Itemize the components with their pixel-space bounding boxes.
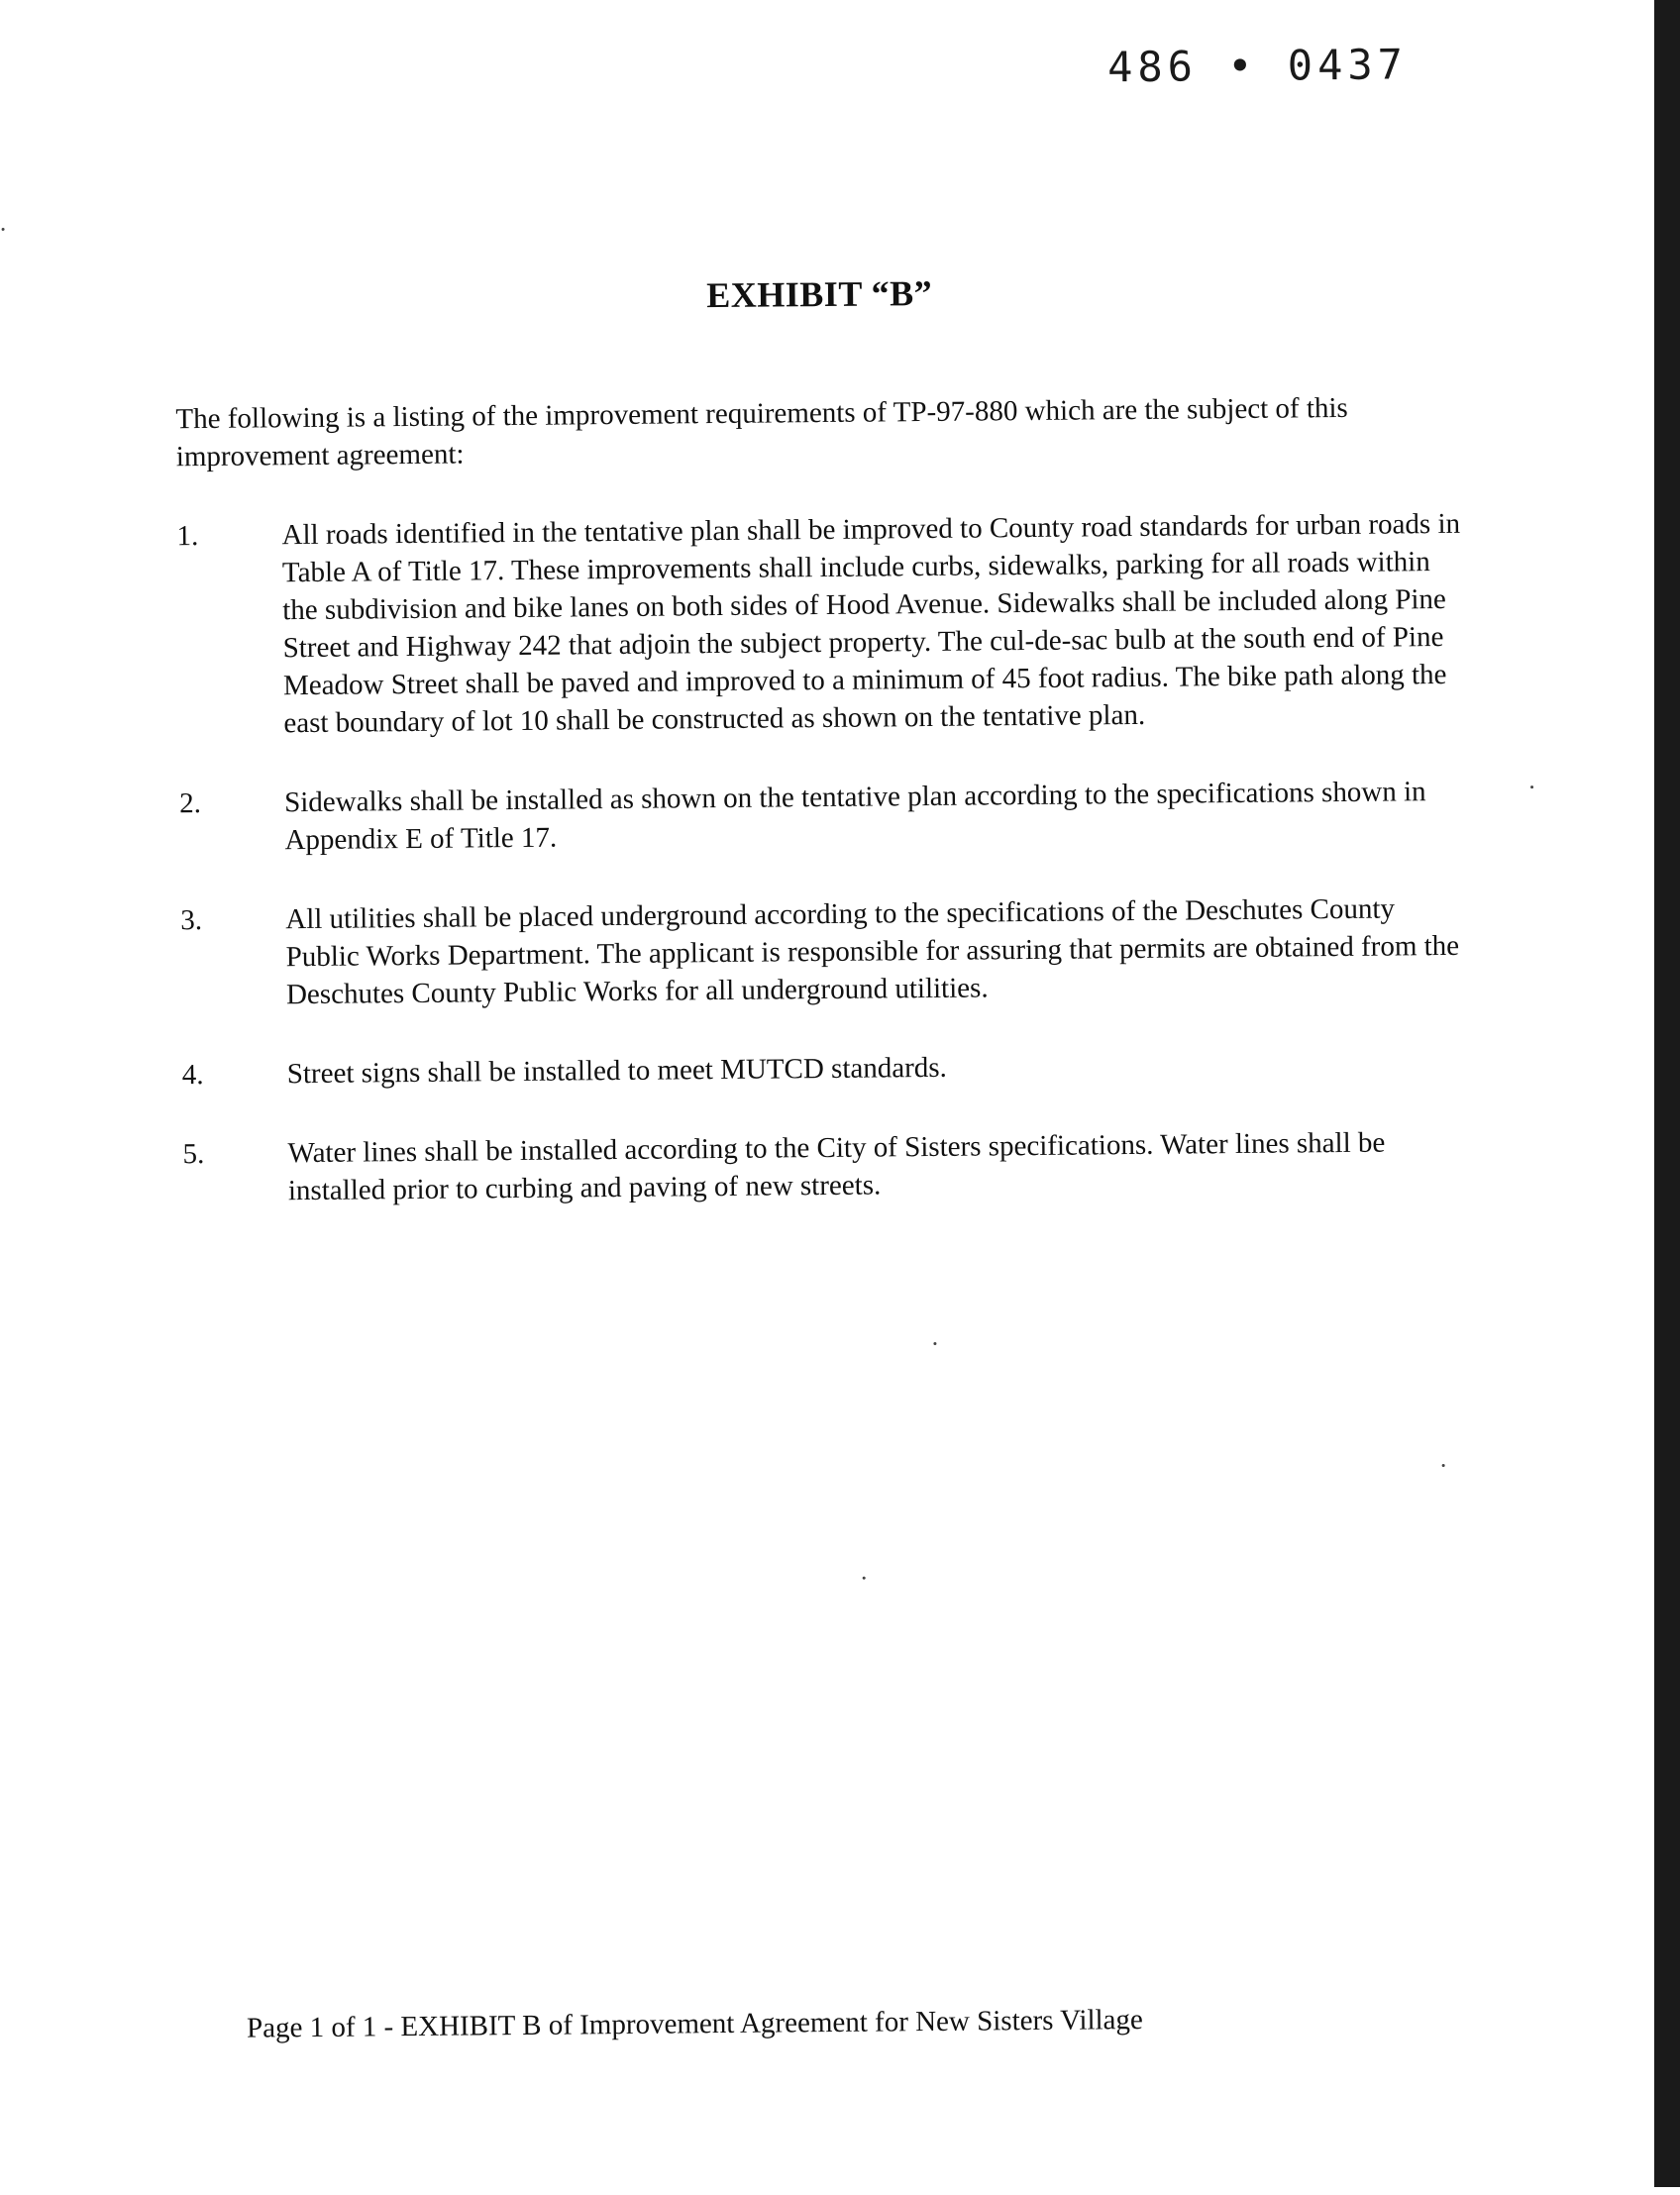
list-item-text: All roads identified in the tentative plan shall be improved to County road standards for urban roads in Table A of Title 17. These improvements shall include curbs, sidewalks, parking for all roads within the subdivision and bike lanes on both sides of Hood Avenue. Sidewalks shall be included along Pine Street and Highway 242 that adjoin the subject property. The cul-de-sac bulb at the south end of Pine Meadow Street shall be paved and improved to a minimum of 45 foot radius. The bike path along the east boundary of lot 10 shall be constructed as shown on the tentative plan. — [281, 507, 1461, 740]
requirements-list — [176, 505, 1471, 1252]
list-item-text: Street signs shall be installed to meet MUTCD standards. — [286, 1051, 948, 1091]
scan-speck — [1530, 785, 1533, 788]
scan-speck — [2, 228, 5, 231]
list-item-number: 3. — [180, 904, 203, 937]
page-footer: Page 1 of 1 - EXHIBIT B of Improvement Agreement for New Sisters Village — [246, 2003, 1144, 2044]
list-item — [176, 505, 1466, 743]
scan-speck — [863, 1577, 866, 1580]
list-item — [182, 1123, 1471, 1210]
list-item — [182, 1044, 1470, 1094]
intro-paragraph: The following is a listing of the improvement requirements of TP-97-880 which are the subject of this improvement agreement: — [175, 391, 1348, 473]
list-item-number: 5. — [182, 1138, 205, 1171]
list-item-text: All utilities shall be placed underground according to the specifications of the Deschutes County Public Works Department. The applicant is responsible for assuring that permits are obtained from the Deschutes County Public Works for all underground utilities. — [285, 892, 1460, 1011]
document-title: EXHIBIT “B” — [706, 272, 933, 316]
list-item — [179, 773, 1468, 860]
list-item-number: 2. — [179, 787, 202, 820]
scan-speck — [1442, 1464, 1445, 1467]
list-item — [180, 889, 1469, 1014]
list-item-number: 1. — [176, 520, 199, 553]
scan-speck — [933, 1342, 936, 1345]
stamp-number: 486 • 0437 — [1106, 40, 1409, 92]
list-item-text: Water lines shall be installed according to the City of Sisters specifications. Water lines shall be installed prior to curbing and paving of new streets. — [287, 1126, 1386, 1207]
list-item-number: 4. — [181, 1059, 204, 1092]
list-item-text: Sidewalks shall be installed as shown on the tentative plan according to the specifications shown in Appendix E of Title 17. — [284, 776, 1426, 857]
